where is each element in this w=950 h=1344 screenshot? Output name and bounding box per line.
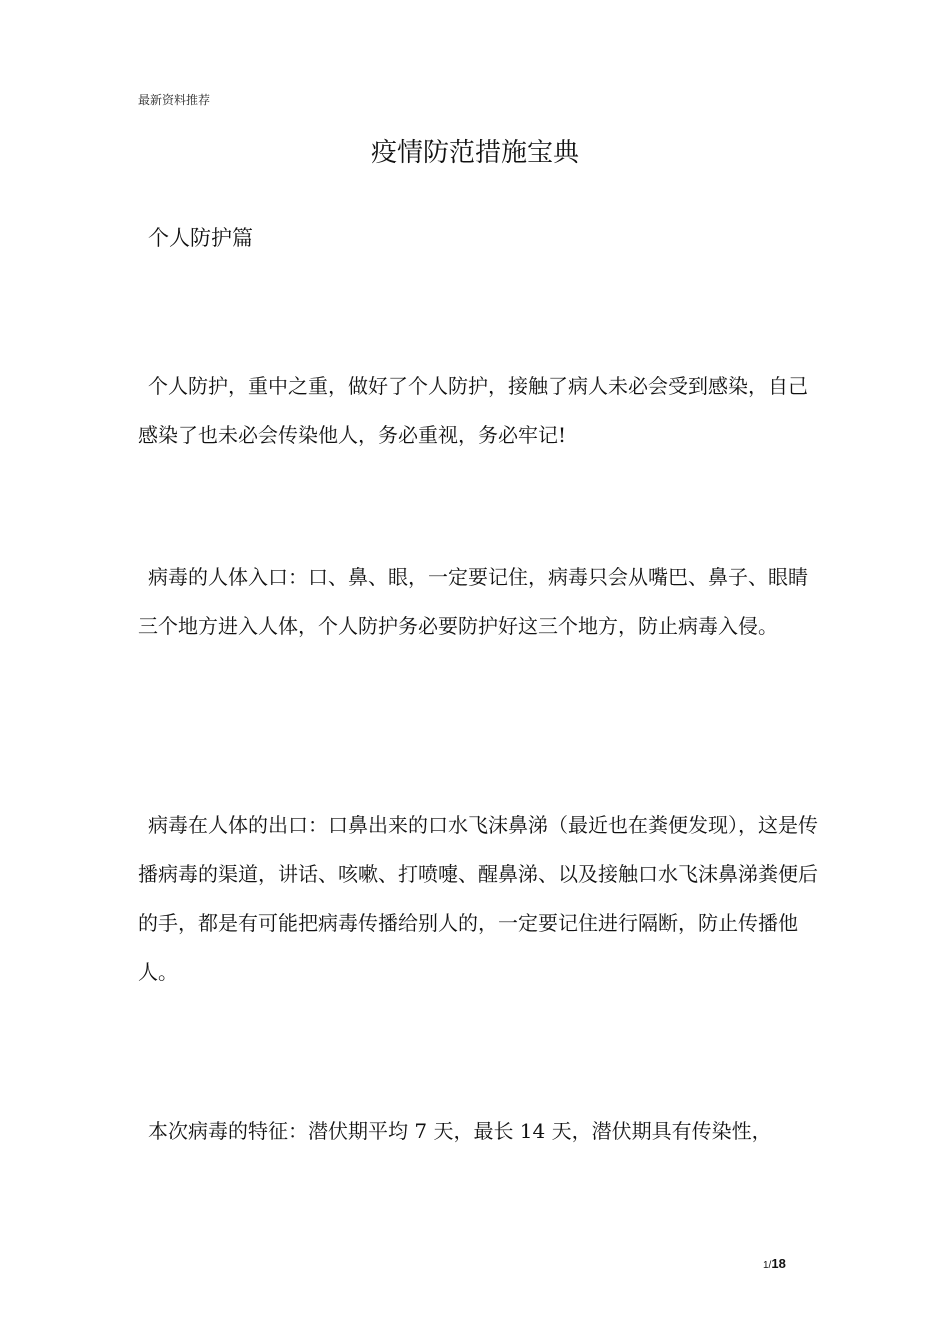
section-heading: 个人防护篇 — [148, 226, 253, 250]
page-number — [763, 1256, 786, 1274]
paragraph-virus-exit: 病毒在人体的出口：口鼻出来的口水飞沫鼻涕（最近也在粪便发现），这是传播病毒的渠道，讲话、咳嗽、打喷嚏、醒鼻涕、以及接触口水飞沫鼻涕粪便后的手，都是有可能把病毒传播给别人的，一定要记住进行隔断，防止传播他人。 — [138, 813, 818, 984]
paragraph-virus-entry: 病毒的人体入口：口、鼻、眼，一定要记住，病毒只会从嘴巴、鼻子、眼睛三个地方进入人体，个人防护务必要防护好这三个地方，防止病毒入侵。 — [138, 565, 808, 638]
page-number-current: 1/ — [763, 1260, 772, 1271]
page-title: 疫情防范措施宝典 — [370, 138, 579, 168]
paragraph-personal-protection: 个人防护，重中之重，做好了个人防护，接触了病人未必会受到感染，自己感染了也未必会传染他人，务必重视，务必牢记! — [138, 374, 808, 447]
header-note: 最新资料推荐 — [138, 93, 211, 107]
paragraph-virus-features: 本次病毒的特征：潜伏期平均 7 天，最长 14 天，潜伏期具有传染性， — [148, 1119, 772, 1143]
page-number-total: 18 — [771, 1256, 786, 1271]
